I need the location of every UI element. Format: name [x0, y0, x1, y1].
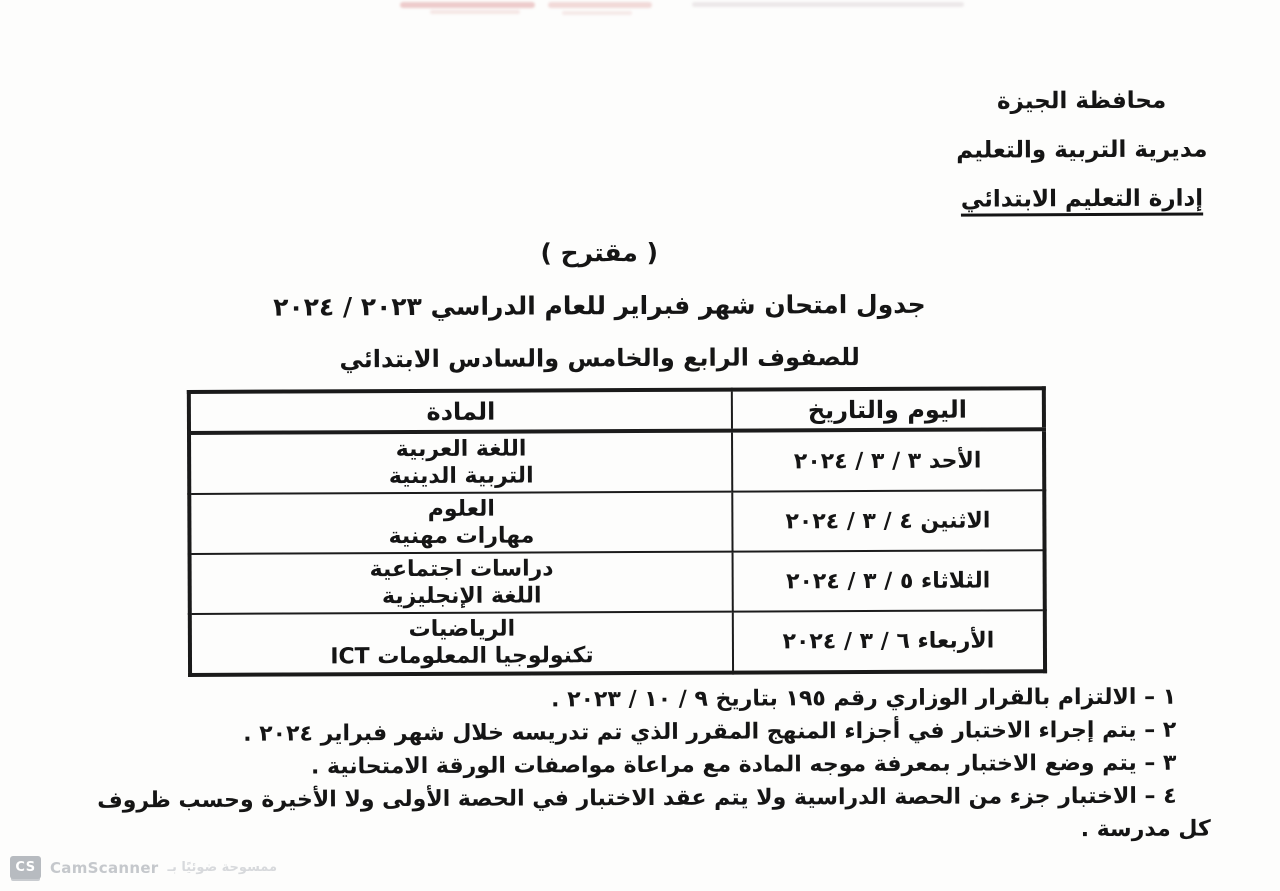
exam-schedule-table [187, 386, 1047, 677]
footnote-3: ٣ – يتم وضع الاختبار بمعرفة موجه المادة مع مراعاة مواصفات الورقة الامتحانية . [310, 750, 1177, 780]
subject-line: الرياضيات [408, 616, 516, 643]
footnotes [41, 681, 1211, 851]
subject-line: تكنولوجيا المعلومات ICT [330, 643, 594, 670]
table-row [189, 429, 1044, 494]
exam-subjects [190, 612, 733, 675]
exam-date: الأربعاء ٦ / ٣ / ٢٠٢٤ [733, 610, 1045, 672]
exam-date: الاثنين ٤ / ٣ / ٢٠٢٤ [732, 490, 1044, 551]
governorate-text: محافظة الجيزة [996, 87, 1167, 114]
directorate-text: مديرية التربية والتعليم [956, 136, 1208, 164]
proposed-label: ( مقترح ) [540, 237, 659, 267]
table-row [189, 490, 1044, 554]
exam-date: الثلاثاء ٥ / ٣ / ٢٠٢٤ [733, 550, 1045, 611]
table-row [190, 550, 1045, 614]
subject-line: التربية الدينية [388, 463, 534, 490]
administration-text: إدارة التعليم الابتدائي [960, 185, 1204, 213]
footnote-4: ٤ – الاختبار جزء من الحصة الدراسية ولا يتم عقد الاختبار في الحصة الأولى ولا الأخيرة وحسب ظروف [97, 783, 1177, 814]
subject-line: اللغة الإنجليزية [381, 583, 542, 610]
table-header-row [189, 388, 1044, 433]
exam-subjects [189, 492, 732, 554]
column-header-day-date: اليوم والتاريخ [732, 388, 1044, 430]
title-block [159, 224, 1040, 386]
directorate-line [947, 124, 1217, 174]
administration-line [947, 173, 1217, 223]
subject-line: العلوم [427, 496, 495, 522]
exam-subjects [189, 431, 732, 494]
subject-line: مهارات مهنية [388, 523, 535, 550]
camscanner-arabic-label: ممسوحة ضوئيًا بـ [167, 860, 278, 875]
camscanner-watermark [10, 856, 277, 879]
camscanner-brand-text: CamScanner [50, 858, 159, 877]
table-row [190, 610, 1045, 675]
subject-line: دراسات اجتماعية [369, 556, 554, 583]
camscanner-logo-icon: CS [10, 856, 41, 879]
footnote-2: ٢ – يتم إجراء الاختبار في أجزاء المنهج المقرر الذي تم تدريسه خلال شهر فبراير ٢٠٢٤ . [243, 717, 1177, 747]
footnote-4-continuation: كل مدرسة . [1080, 816, 1211, 843]
page-subtitle: للصفوف الرابع والخامس والسادس الابتدائي [339, 343, 860, 374]
exam-subjects [190, 552, 733, 614]
page-title: جدول امتحان شهر فبراير للعام الدراسي ٢٠٢٣ / ٢٠٢٤ [273, 289, 926, 322]
exam-date: الأحد ٣ / ٣ / ٢٠٢٤ [732, 429, 1044, 491]
subject-line: اللغة العربية [395, 436, 527, 463]
column-header-subject: المادة [189, 390, 732, 433]
governorate-line [946, 75, 1216, 125]
footnote-1: ١ – الالتزام بالقرار الوزاري رقم ١٩٥ بتاريخ ٩ / ١٠ / ٢٠٢٣ . [551, 684, 1177, 713]
org-header [946, 75, 1217, 223]
